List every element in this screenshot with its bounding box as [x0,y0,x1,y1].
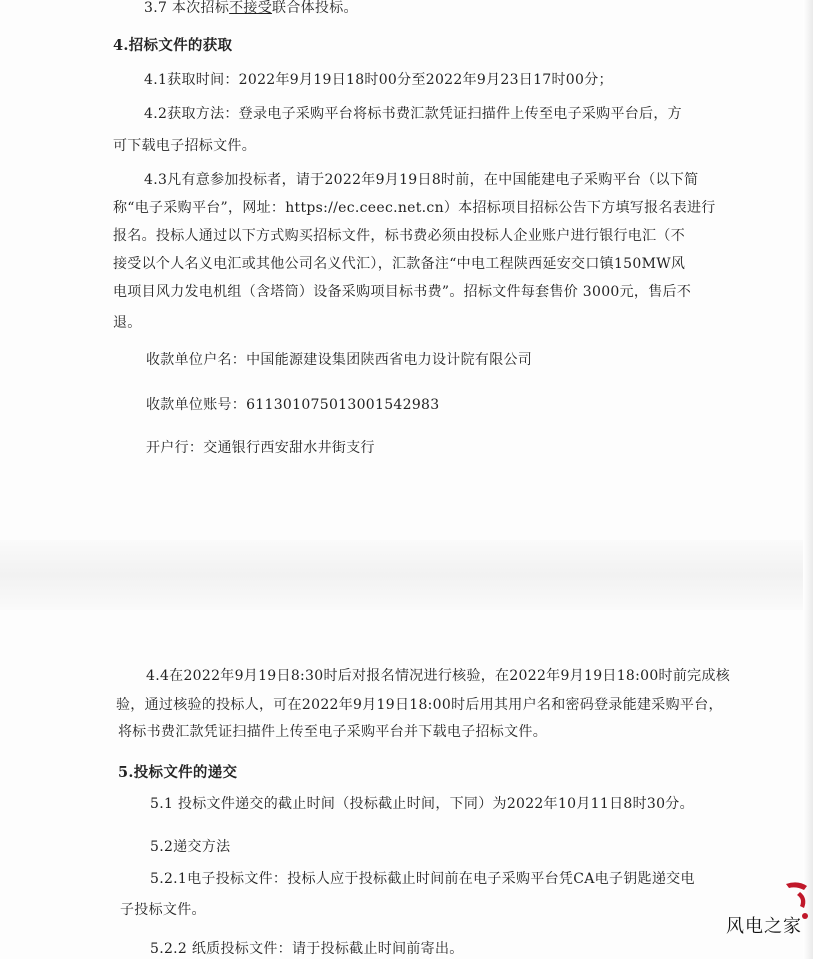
section-4-heading: 4.招标文件的获取 [113,37,233,54]
clause-4-3-line-2: 称“电子采购平台”，网址：https://ec.ceec.net.cn）本招标项目招标公告下方填写报名表进行 [113,200,716,216]
clause-5-2-1-line-2: 子投标文件。 [120,902,206,918]
payee-account: 收款单位账号：611301075013001542983 [146,397,440,413]
clause-4-4-line-2: 验，通过核验的投标人，可在2022年9月19日18:00时后用其用户名和密码登录能建采购平台， [116,697,723,713]
clause-4-1: 4.1获取时间：2022年9月19日18时00分至2022年9月23日17时00分； [144,72,613,88]
payee-name: 收款单位户名：中国能源建设集团陕西省电力设计院有限公司 [146,352,533,368]
watermark-logo-stroke-2 [797,892,805,908]
clause-4-2-line-1: 4.2获取方法：登录电子采购平台将标书费汇款凭证扫描件上传至电子采购平台后，方 [144,106,682,122]
clause-4-3-line-4: 接受以个人名义电汇或其他公司名义代汇），汇款备注“中电工程陕西延安交口镇150MW风 [113,256,686,272]
clause-5-2: 5.2递交方法 [150,839,231,855]
page-break [0,540,813,610]
payee-bank: 开户行：交通银行西安甜水井街支行 [146,440,375,456]
clause-3-7 [144,0,358,18]
clause-5-2-2: 5.2.2 纸质投标文件：请于投标截止时间前寄出。 [150,941,464,957]
clause-4-4-line-3: 将标书费汇款凭证扫描件上传至电子采购平台并下载电子招标文件。 [118,724,547,740]
clause-3-7-underlined: 不接受 [229,0,273,16]
clause-5-2-1-line-1: 5.2.1电子投标文件：投标人应于投标截止时间前在电子采购平台凭CA电子钥匙递交电 [150,871,695,887]
clause-4-2-line-2: 可下载电子招标文件。 [113,138,256,154]
clause-4-3-line-5: 电项目风力发电机组（含塔筒）设备采购项目标书费”。招标文件每套售价 3000元，售后不 [113,284,692,300]
clause-4-4-line-1: 4.4在2022年9月19日8:30时后对报名情况进行核验，在2022年9月19日18:00时前完成核 [146,668,731,684]
clause-3-7-suffix: 联合体投标。 [272,0,358,16]
section-5-heading: 5.投标文件的递交 [118,764,238,781]
scan-edge [803,0,813,959]
clause-4-3-line-1: 4.3凡有意参加投标者，请于2022年9月19日8时前，在中国能建电子采购平台（以下简 [144,172,699,188]
clause-3-7-prefix: 3.7 本次招标 [144,0,230,16]
watermark-logo-dot [802,913,808,919]
watermark-text: 风电之家 [726,916,802,937]
clause-5-1: 5.1 投标文件递交的截止时间（投标截止时间，下同）为2022年10月11日8时30分。 [150,796,694,812]
clause-4-3-line-6: 退。 [113,315,142,331]
watermark-logo-stroke-1 [786,882,807,890]
clause-4-3-line-3: 报名。投标人通过以下方式购买招标文件，标书费必须由投标人企业账户进行银行电汇（不 [113,228,685,244]
